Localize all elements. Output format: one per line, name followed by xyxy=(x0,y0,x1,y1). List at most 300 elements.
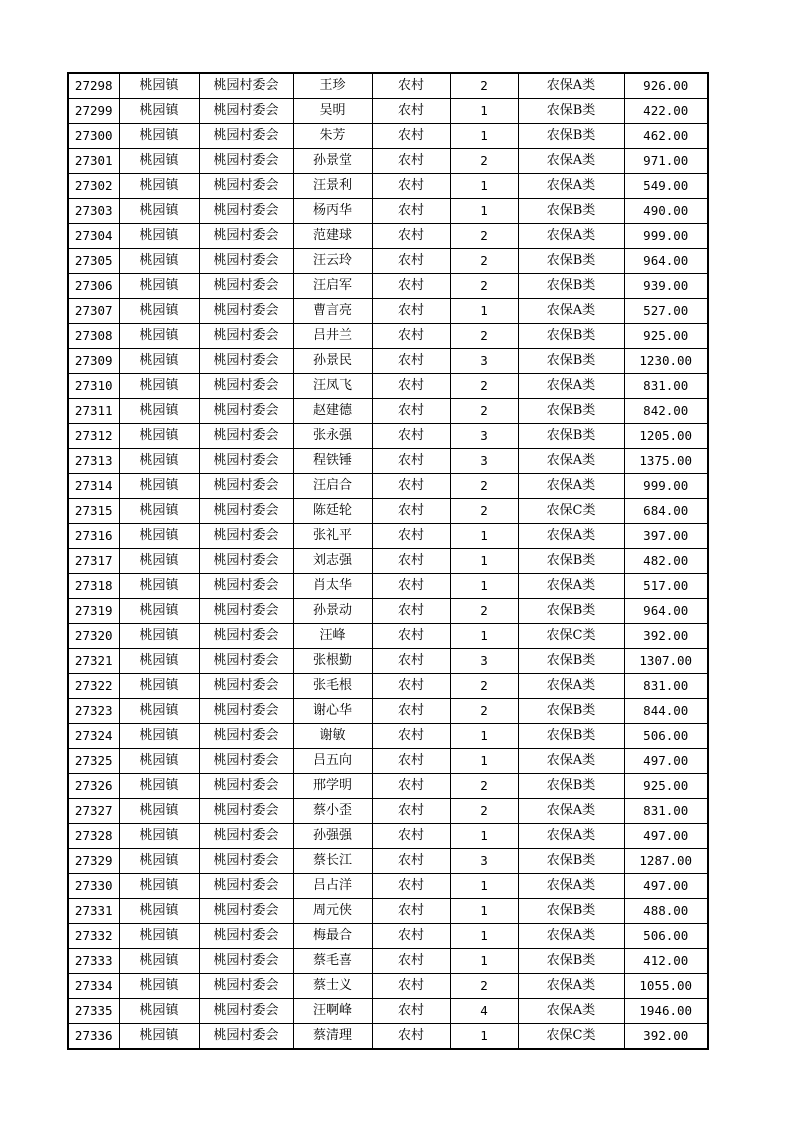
household-type-cell: 农村 xyxy=(372,874,450,899)
name-cell: 蔡清理 xyxy=(293,1024,372,1050)
name-cell: 曹言亮 xyxy=(293,299,372,324)
committee-cell: 桃园村委会 xyxy=(199,474,293,499)
record-id-cell: 27324 xyxy=(68,724,119,749)
town-cell: 桃园镇 xyxy=(119,824,199,849)
name-cell: 孙景民 xyxy=(293,349,372,374)
table-row xyxy=(68,849,708,874)
amount-cell: 999.00 xyxy=(624,474,708,499)
table-row xyxy=(68,699,708,724)
table-row xyxy=(68,799,708,824)
insurance-class-cell: 农保A类 xyxy=(518,524,624,549)
insurance-class-cell: 农保A类 xyxy=(518,474,624,499)
household-type-cell: 农村 xyxy=(372,124,450,149)
record-id-cell: 27332 xyxy=(68,924,119,949)
household-type-cell: 农村 xyxy=(372,174,450,199)
insurance-class-cell: 农保B类 xyxy=(518,349,624,374)
committee-cell: 桃园村委会 xyxy=(199,299,293,324)
household-size-cell: 1 xyxy=(450,1024,518,1050)
insurance-class-cell: 农保B类 xyxy=(518,249,624,274)
household-type-cell: 农村 xyxy=(372,674,450,699)
insurance-class-cell: 农保C类 xyxy=(518,1024,624,1050)
amount-cell: 925.00 xyxy=(624,774,708,799)
name-cell: 张根勤 xyxy=(293,649,372,674)
town-cell: 桃园镇 xyxy=(119,174,199,199)
amount-cell: 517.00 xyxy=(624,574,708,599)
town-cell: 桃园镇 xyxy=(119,674,199,699)
record-id-cell: 27334 xyxy=(68,974,119,999)
table-row xyxy=(68,599,708,624)
household-size-cell: 2 xyxy=(450,499,518,524)
record-id-cell: 27303 xyxy=(68,199,119,224)
record-id-cell: 27327 xyxy=(68,799,119,824)
committee-cell: 桃园村委会 xyxy=(199,924,293,949)
committee-cell: 桃园村委会 xyxy=(199,149,293,174)
town-cell: 桃园镇 xyxy=(119,149,199,174)
name-cell: 蔡士义 xyxy=(293,974,372,999)
household-type-cell: 农村 xyxy=(372,899,450,924)
amount-cell: 392.00 xyxy=(624,624,708,649)
town-cell: 桃园镇 xyxy=(119,499,199,524)
name-cell: 肖太华 xyxy=(293,574,372,599)
name-cell: 吕占洋 xyxy=(293,874,372,899)
record-id-cell: 27331 xyxy=(68,899,119,924)
household-type-cell: 农村 xyxy=(372,849,450,874)
amount-cell: 397.00 xyxy=(624,524,708,549)
insurance-class-cell: 农保B类 xyxy=(518,424,624,449)
table-row xyxy=(68,73,708,99)
record-id-cell: 27317 xyxy=(68,549,119,574)
name-cell: 汪凤飞 xyxy=(293,374,372,399)
household-type-cell: 农村 xyxy=(372,249,450,274)
committee-cell: 桃园村委会 xyxy=(199,224,293,249)
record-id-cell: 27306 xyxy=(68,274,119,299)
household-size-cell: 1 xyxy=(450,199,518,224)
name-cell: 张永强 xyxy=(293,424,372,449)
insurance-class-cell: 农保B类 xyxy=(518,199,624,224)
table-row xyxy=(68,149,708,174)
record-id-cell: 27314 xyxy=(68,474,119,499)
name-cell: 孙景动 xyxy=(293,599,372,624)
amount-cell: 1205.00 xyxy=(624,424,708,449)
household-size-cell: 2 xyxy=(450,799,518,824)
amount-cell: 392.00 xyxy=(624,1024,708,1050)
town-cell: 桃园镇 xyxy=(119,849,199,874)
table-row xyxy=(68,974,708,999)
name-cell: 刘志强 xyxy=(293,549,372,574)
committee-cell: 桃园村委会 xyxy=(199,199,293,224)
name-cell: 吴明 xyxy=(293,99,372,124)
insurance-class-cell: 农保B类 xyxy=(518,399,624,424)
committee-cell: 桃园村委会 xyxy=(199,599,293,624)
insurance-class-cell: 农保A类 xyxy=(518,174,624,199)
household-size-cell: 1 xyxy=(450,874,518,899)
household-size-cell: 3 xyxy=(450,424,518,449)
committee-cell: 桃园村委会 xyxy=(199,749,293,774)
committee-cell: 桃园村委会 xyxy=(199,274,293,299)
insurance-class-cell: 农保A类 xyxy=(518,924,624,949)
household-type-cell: 农村 xyxy=(372,349,450,374)
household-type-cell: 农村 xyxy=(372,724,450,749)
household-size-cell: 1 xyxy=(450,949,518,974)
household-size-cell: 3 xyxy=(450,349,518,374)
record-id-cell: 27304 xyxy=(68,224,119,249)
record-id-cell: 27299 xyxy=(68,99,119,124)
household-size-cell: 1 xyxy=(450,824,518,849)
name-cell: 张礼平 xyxy=(293,524,372,549)
household-size-cell: 1 xyxy=(450,724,518,749)
household-type-cell: 农村 xyxy=(372,449,450,474)
town-cell: 桃园镇 xyxy=(119,249,199,274)
committee-cell: 桃园村委会 xyxy=(199,549,293,574)
insurance-class-cell: 农保A类 xyxy=(518,674,624,699)
town-cell: 桃园镇 xyxy=(119,199,199,224)
committee-cell: 桃园村委会 xyxy=(199,949,293,974)
amount-cell: 831.00 xyxy=(624,799,708,824)
name-cell: 赵建德 xyxy=(293,399,372,424)
amount-cell: 482.00 xyxy=(624,549,708,574)
table-row xyxy=(68,724,708,749)
town-cell: 桃园镇 xyxy=(119,924,199,949)
household-type-cell: 农村 xyxy=(372,599,450,624)
town-cell: 桃园镇 xyxy=(119,73,199,99)
insurance-class-cell: 农保B类 xyxy=(518,699,624,724)
committee-cell: 桃园村委会 xyxy=(199,174,293,199)
committee-cell: 桃园村委会 xyxy=(199,574,293,599)
record-id-cell: 27330 xyxy=(68,874,119,899)
table-row xyxy=(68,624,708,649)
record-id-cell: 27322 xyxy=(68,674,119,699)
table-row xyxy=(68,374,708,399)
amount-cell: 1946.00 xyxy=(624,999,708,1024)
household-type-cell: 农村 xyxy=(372,399,450,424)
record-id-cell: 27300 xyxy=(68,124,119,149)
household-size-cell: 3 xyxy=(450,649,518,674)
insurance-class-cell: 农保A类 xyxy=(518,824,624,849)
committee-cell: 桃园村委会 xyxy=(199,624,293,649)
household-type-cell: 农村 xyxy=(372,799,450,824)
table-row xyxy=(68,324,708,349)
insurance-class-cell: 农保B类 xyxy=(518,324,624,349)
amount-cell: 497.00 xyxy=(624,749,708,774)
household-type-cell: 农村 xyxy=(372,1024,450,1050)
name-cell: 汪启军 xyxy=(293,274,372,299)
town-cell: 桃园镇 xyxy=(119,299,199,324)
table-row xyxy=(68,224,708,249)
record-id-cell: 27328 xyxy=(68,824,119,849)
household-type-cell: 农村 xyxy=(372,774,450,799)
household-size-cell: 2 xyxy=(450,224,518,249)
household-size-cell: 2 xyxy=(450,374,518,399)
amount-cell: 964.00 xyxy=(624,599,708,624)
town-cell: 桃园镇 xyxy=(119,524,199,549)
household-type-cell: 农村 xyxy=(372,274,450,299)
record-id-cell: 27323 xyxy=(68,699,119,724)
amount-cell: 831.00 xyxy=(624,674,708,699)
insurance-class-cell: 农保B类 xyxy=(518,274,624,299)
committee-cell: 桃园村委会 xyxy=(199,324,293,349)
town-cell: 桃园镇 xyxy=(119,449,199,474)
committee-cell: 桃园村委会 xyxy=(199,124,293,149)
name-cell: 邢学明 xyxy=(293,774,372,799)
amount-cell: 549.00 xyxy=(624,174,708,199)
record-id-cell: 27309 xyxy=(68,349,119,374)
name-cell: 汪峰 xyxy=(293,624,372,649)
household-size-cell: 1 xyxy=(450,574,518,599)
amount-cell: 964.00 xyxy=(624,249,708,274)
insurance-class-cell: 农保A类 xyxy=(518,73,624,99)
committee-cell: 桃园村委会 xyxy=(199,249,293,274)
amount-cell: 462.00 xyxy=(624,124,708,149)
insurance-class-cell: 农保A类 xyxy=(518,449,624,474)
committee-cell: 桃园村委会 xyxy=(199,449,293,474)
name-cell: 谢敏 xyxy=(293,724,372,749)
household-size-cell: 2 xyxy=(450,399,518,424)
name-cell: 汪啊峰 xyxy=(293,999,372,1024)
committee-cell: 桃园村委会 xyxy=(199,649,293,674)
name-cell: 吕五向 xyxy=(293,749,372,774)
table-row xyxy=(68,749,708,774)
table-row xyxy=(68,774,708,799)
household-type-cell: 农村 xyxy=(372,699,450,724)
amount-cell: 831.00 xyxy=(624,374,708,399)
town-cell: 桃园镇 xyxy=(119,949,199,974)
insurance-class-cell: 农保B类 xyxy=(518,124,624,149)
record-id-cell: 27320 xyxy=(68,624,119,649)
insurance-class-cell: 农保A类 xyxy=(518,749,624,774)
town-cell: 桃园镇 xyxy=(119,99,199,124)
amount-cell: 844.00 xyxy=(624,699,708,724)
committee-cell: 桃园村委会 xyxy=(199,1024,293,1050)
record-id-cell: 27301 xyxy=(68,149,119,174)
table-row xyxy=(68,424,708,449)
table-body xyxy=(68,73,708,1049)
household-type-cell: 农村 xyxy=(372,549,450,574)
household-type-cell: 农村 xyxy=(372,624,450,649)
name-cell: 谢心华 xyxy=(293,699,372,724)
table-row xyxy=(68,99,708,124)
town-cell: 桃园镇 xyxy=(119,999,199,1024)
household-size-cell: 1 xyxy=(450,124,518,149)
insurance-class-cell: 农保C类 xyxy=(518,624,624,649)
committee-cell: 桃园村委会 xyxy=(199,699,293,724)
household-size-cell: 4 xyxy=(450,999,518,1024)
town-cell: 桃园镇 xyxy=(119,799,199,824)
table-row xyxy=(68,199,708,224)
table-row xyxy=(68,1024,708,1050)
table-row xyxy=(68,824,708,849)
record-id-cell: 27316 xyxy=(68,524,119,549)
town-cell: 桃园镇 xyxy=(119,224,199,249)
household-size-cell: 2 xyxy=(450,149,518,174)
table-row xyxy=(68,649,708,674)
insurance-class-cell: 农保B类 xyxy=(518,649,624,674)
name-cell: 汪景利 xyxy=(293,174,372,199)
household-size-cell: 3 xyxy=(450,849,518,874)
amount-cell: 422.00 xyxy=(624,99,708,124)
town-cell: 桃园镇 xyxy=(119,324,199,349)
town-cell: 桃园镇 xyxy=(119,349,199,374)
amount-cell: 1307.00 xyxy=(624,649,708,674)
committee-cell: 桃园村委会 xyxy=(199,774,293,799)
table-row xyxy=(68,499,708,524)
household-size-cell: 2 xyxy=(450,249,518,274)
committee-cell: 桃园村委会 xyxy=(199,399,293,424)
record-id-cell: 27298 xyxy=(68,73,119,99)
household-size-cell: 2 xyxy=(450,774,518,799)
household-size-cell: 1 xyxy=(450,174,518,199)
record-id-cell: 27326 xyxy=(68,774,119,799)
insurance-class-cell: 农保B类 xyxy=(518,899,624,924)
table-row xyxy=(68,949,708,974)
insurance-class-cell: 农保A类 xyxy=(518,374,624,399)
amount-cell: 999.00 xyxy=(624,224,708,249)
household-type-cell: 农村 xyxy=(372,824,450,849)
amount-cell: 497.00 xyxy=(624,824,708,849)
committee-cell: 桃园村委会 xyxy=(199,499,293,524)
name-cell: 范建球 xyxy=(293,224,372,249)
household-size-cell: 2 xyxy=(450,324,518,349)
household-type-cell: 农村 xyxy=(372,524,450,549)
household-size-cell: 2 xyxy=(450,73,518,99)
town-cell: 桃园镇 xyxy=(119,724,199,749)
amount-cell: 1055.00 xyxy=(624,974,708,999)
household-type-cell: 农村 xyxy=(372,649,450,674)
table-row xyxy=(68,174,708,199)
amount-cell: 506.00 xyxy=(624,924,708,949)
table-row xyxy=(68,574,708,599)
household-size-cell: 1 xyxy=(450,99,518,124)
household-size-cell: 1 xyxy=(450,924,518,949)
household-type-cell: 农村 xyxy=(372,474,450,499)
committee-cell: 桃园村委会 xyxy=(199,349,293,374)
amount-cell: 506.00 xyxy=(624,724,708,749)
insurance-class-cell: 农保B类 xyxy=(518,724,624,749)
table-row xyxy=(68,524,708,549)
household-size-cell: 1 xyxy=(450,524,518,549)
record-id-cell: 27335 xyxy=(68,999,119,1024)
record-id-cell: 27311 xyxy=(68,399,119,424)
amount-cell: 488.00 xyxy=(624,899,708,924)
town-cell: 桃园镇 xyxy=(119,399,199,424)
name-cell: 王珍 xyxy=(293,73,372,99)
record-id-cell: 27308 xyxy=(68,324,119,349)
table-row xyxy=(68,249,708,274)
record-id-cell: 27321 xyxy=(68,649,119,674)
town-cell: 桃园镇 xyxy=(119,474,199,499)
household-size-cell: 1 xyxy=(450,749,518,774)
table-row xyxy=(68,674,708,699)
household-type-cell: 农村 xyxy=(372,374,450,399)
household-type-cell: 农村 xyxy=(372,424,450,449)
record-id-cell: 27315 xyxy=(68,499,119,524)
insurance-class-cell: 农保C类 xyxy=(518,499,624,524)
household-size-cell: 1 xyxy=(450,899,518,924)
town-cell: 桃园镇 xyxy=(119,599,199,624)
household-type-cell: 农村 xyxy=(372,924,450,949)
record-id-cell: 27319 xyxy=(68,599,119,624)
name-cell: 孙强强 xyxy=(293,824,372,849)
committee-cell: 桃园村委会 xyxy=(199,849,293,874)
committee-cell: 桃园村委会 xyxy=(199,974,293,999)
record-id-cell: 27310 xyxy=(68,374,119,399)
town-cell: 桃园镇 xyxy=(119,574,199,599)
record-id-cell: 27329 xyxy=(68,849,119,874)
amount-cell: 842.00 xyxy=(624,399,708,424)
committee-cell: 桃园村委会 xyxy=(199,874,293,899)
household-type-cell: 农村 xyxy=(372,574,450,599)
insurance-class-cell: 农保B类 xyxy=(518,949,624,974)
data-table xyxy=(67,72,709,1050)
table-row xyxy=(68,449,708,474)
table-row xyxy=(68,924,708,949)
amount-cell: 1375.00 xyxy=(624,449,708,474)
town-cell: 桃园镇 xyxy=(119,874,199,899)
household-type-cell: 农村 xyxy=(372,224,450,249)
household-type-cell: 农村 xyxy=(372,999,450,1024)
name-cell: 蔡小歪 xyxy=(293,799,372,824)
record-id-cell: 27305 xyxy=(68,249,119,274)
table-row xyxy=(68,349,708,374)
household-size-cell: 2 xyxy=(450,274,518,299)
household-type-cell: 农村 xyxy=(372,199,450,224)
name-cell: 张毛根 xyxy=(293,674,372,699)
household-type-cell: 农村 xyxy=(372,949,450,974)
insurance-class-cell: 农保B类 xyxy=(518,549,624,574)
record-id-cell: 27313 xyxy=(68,449,119,474)
name-cell: 汪云玲 xyxy=(293,249,372,274)
town-cell: 桃园镇 xyxy=(119,124,199,149)
table-row xyxy=(68,274,708,299)
amount-cell: 527.00 xyxy=(624,299,708,324)
record-id-cell: 27318 xyxy=(68,574,119,599)
committee-cell: 桃园村委会 xyxy=(199,824,293,849)
town-cell: 桃园镇 xyxy=(119,699,199,724)
household-size-cell: 2 xyxy=(450,699,518,724)
household-size-cell: 2 xyxy=(450,974,518,999)
insurance-class-cell: 农保B类 xyxy=(518,849,624,874)
record-id-cell: 27325 xyxy=(68,749,119,774)
household-size-cell: 1 xyxy=(450,624,518,649)
insurance-class-cell: 农保A类 xyxy=(518,874,624,899)
town-cell: 桃园镇 xyxy=(119,774,199,799)
committee-cell: 桃园村委会 xyxy=(199,99,293,124)
amount-cell: 497.00 xyxy=(624,874,708,899)
committee-cell: 桃园村委会 xyxy=(199,674,293,699)
table-row xyxy=(68,474,708,499)
name-cell: 蔡长江 xyxy=(293,849,372,874)
record-id-cell: 27302 xyxy=(68,174,119,199)
name-cell: 周元侠 xyxy=(293,899,372,924)
table-row xyxy=(68,874,708,899)
household-type-cell: 农村 xyxy=(372,299,450,324)
table-row xyxy=(68,549,708,574)
insurance-class-cell: 农保B类 xyxy=(518,99,624,124)
amount-cell: 1230.00 xyxy=(624,349,708,374)
name-cell: 朱芳 xyxy=(293,124,372,149)
record-id-cell: 27333 xyxy=(68,949,119,974)
amount-cell: 925.00 xyxy=(624,324,708,349)
household-type-cell: 农村 xyxy=(372,324,450,349)
amount-cell: 939.00 xyxy=(624,274,708,299)
household-type-cell: 农村 xyxy=(372,149,450,174)
town-cell: 桃园镇 xyxy=(119,374,199,399)
household-size-cell: 2 xyxy=(450,474,518,499)
committee-cell: 桃园村委会 xyxy=(199,424,293,449)
insurance-class-cell: 农保A类 xyxy=(518,799,624,824)
record-id-cell: 27312 xyxy=(68,424,119,449)
amount-cell: 490.00 xyxy=(624,199,708,224)
committee-cell: 桃园村委会 xyxy=(199,799,293,824)
